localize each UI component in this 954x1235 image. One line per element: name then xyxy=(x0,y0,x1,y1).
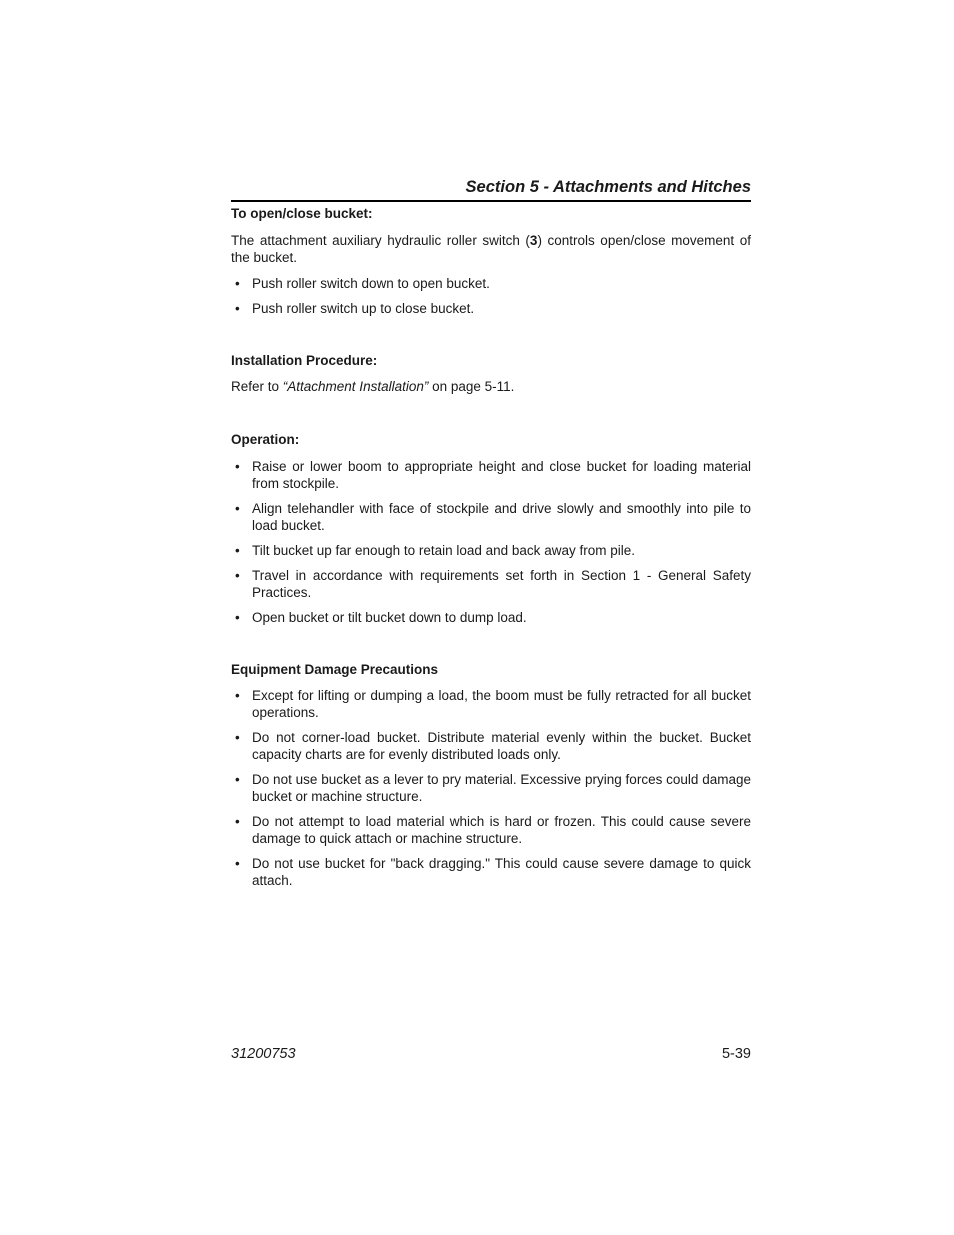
list-item-text: Do not attempt to load material which is hard or frozen. This could cause severe damage to quick attach or machine structure. xyxy=(252,814,751,846)
list-item-text: Travel in accordance with requirements set forth in Section 1 - General Safety Practices. xyxy=(252,568,751,600)
callout-number: 3 xyxy=(529,233,538,248)
list-item-text: Raise or lower boom to appropriate height and close bucket for loading material from stockpile. xyxy=(252,459,751,491)
bullet-icon: • xyxy=(235,730,240,745)
precautions-heading: Equipment Damage Precautions xyxy=(231,662,439,677)
bullet-icon: • xyxy=(235,301,240,316)
list-item xyxy=(231,300,751,317)
list-item-text: Do not corner-load bucket. Distribute material evenly within the bucket. Bucket capacity charts are for evenly distributed loads only. xyxy=(252,730,751,762)
list-item-text: Do not use bucket as a lever to pry material. Excessive prying forces could damage bucket or machine structure. xyxy=(252,772,751,804)
open-close-intro xyxy=(231,232,751,266)
list-item xyxy=(231,729,751,763)
list-item xyxy=(231,771,751,805)
section-header: Section 5 - Attachments and Hitches xyxy=(231,177,751,202)
list-item xyxy=(231,813,751,847)
list-item-text: Push roller switch up to close bucket. xyxy=(252,301,475,316)
body-area xyxy=(231,205,751,889)
bullet-icon: • xyxy=(235,772,240,787)
document-number: 31200753 xyxy=(231,1046,296,1062)
operation-heading: Operation: xyxy=(231,432,300,447)
list-item xyxy=(231,542,751,559)
list-item-text: Except for lifting or dumping a load, the boom must be fully retracted for all bucket operations. xyxy=(252,688,751,720)
bullet-icon: • xyxy=(235,276,240,291)
list-item xyxy=(231,275,751,292)
list-item-text: Tilt bucket up far enough to retain load and back away from pile. xyxy=(252,543,635,558)
open-close-intro-after: ) controls open/close movement of the bucket. xyxy=(231,233,751,265)
list-item xyxy=(231,609,751,626)
bullet-icon: • xyxy=(235,688,240,703)
attachment-installation-link[interactable]: “Attachment Installation” xyxy=(282,379,429,394)
bullet-icon: • xyxy=(235,501,240,516)
list-item xyxy=(231,567,751,601)
list-item-text: Align telehandler with face of stockpile and drive slowly and smoothly into pile to load bucket. xyxy=(252,501,751,533)
installation-heading: Installation Procedure: xyxy=(231,353,378,368)
refer-prefix: Refer to xyxy=(231,379,283,394)
operation-list xyxy=(231,458,751,626)
precautions-list xyxy=(231,687,751,889)
open-close-list xyxy=(231,275,751,317)
bullet-icon: • xyxy=(235,814,240,829)
list-item xyxy=(231,500,751,534)
list-item-text: Open bucket or tilt bucket down to dump load. xyxy=(252,610,527,625)
bullet-icon: • xyxy=(235,459,240,474)
bullet-icon: • xyxy=(235,543,240,558)
list-item xyxy=(231,458,751,492)
refer-suffix: on page 5-11. xyxy=(428,379,515,394)
bullet-icon: • xyxy=(235,856,240,871)
bullet-icon: • xyxy=(235,568,240,583)
bullet-icon: • xyxy=(235,610,240,625)
open-close-heading: To open/close bucket: xyxy=(231,206,373,221)
page-number: 5-39 xyxy=(721,1046,751,1062)
list-item-text: Push roller switch down to open bucket. xyxy=(252,276,490,291)
list-item xyxy=(231,855,751,889)
list-item-text: Do not use bucket for "back dragging." This could cause severe damage to quick attach. xyxy=(252,856,751,888)
list-item xyxy=(231,687,751,721)
open-close-intro-before: The attachment auxiliary hydraulic roller switch ( xyxy=(231,233,530,248)
installation-reference xyxy=(231,378,751,395)
